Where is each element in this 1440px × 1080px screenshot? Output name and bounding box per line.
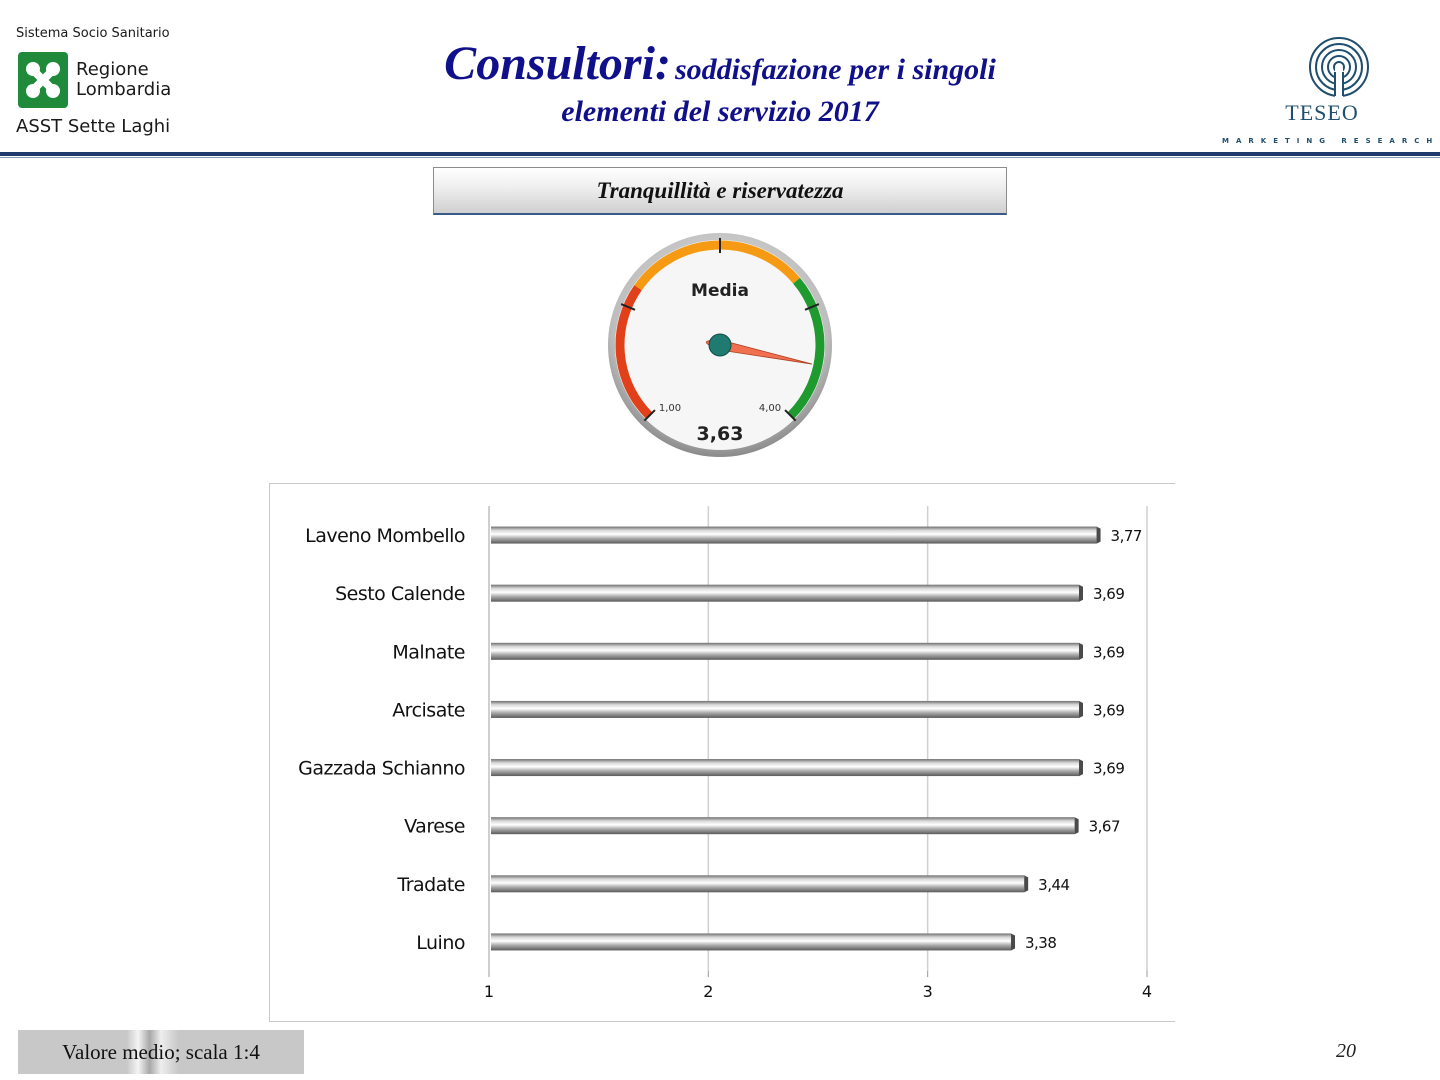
teseo-tagline: MARKETING RESEARCH	[1222, 137, 1440, 145]
bars-layer	[491, 527, 1101, 951]
logo-top-line: Sistema Socio Sanitario	[16, 26, 170, 41]
gauge-value-label: 3,63	[696, 423, 744, 445]
value-label: 3,77	[1110, 527, 1142, 546]
bar-cap	[1075, 817, 1079, 834]
teseo-logo	[1222, 34, 1440, 149]
value-label: 3,67	[1088, 817, 1121, 836]
bar-cap	[1079, 701, 1083, 718]
bar-cap	[1024, 875, 1028, 892]
bar	[491, 643, 1079, 660]
value-label: 3,69	[1093, 643, 1125, 662]
gauge-hub	[709, 334, 731, 356]
title-sub: soddisfazione per i singoli	[674, 53, 996, 86]
gauge-min-label: 1,00	[658, 403, 682, 414]
page-title	[330, 36, 1110, 129]
gauge-max-label: 4,00	[758, 403, 782, 414]
value-label: 3,38	[1025, 933, 1057, 952]
category-label: Malnate	[392, 641, 465, 664]
bar-cap	[1079, 759, 1083, 776]
header-divider	[0, 152, 1440, 156]
bar	[491, 585, 1079, 602]
gauge-widget	[606, 231, 834, 459]
category-label: Tradate	[397, 873, 465, 896]
category-label: Laveno Mombello	[305, 525, 465, 548]
gauge-svg	[606, 231, 834, 459]
title-main: Consultori:	[444, 37, 671, 90]
footer-note-box	[18, 1030, 304, 1074]
lombardia-rose-icon	[18, 52, 68, 108]
category-label: Luino	[416, 931, 465, 954]
bar	[491, 527, 1097, 544]
value-label: 3,69	[1093, 701, 1125, 720]
footer-note: Valore medio; scala 1:4	[62, 1039, 260, 1064]
title-line2: elementi del servizio 2017	[561, 95, 879, 128]
bar	[491, 759, 1079, 776]
bar	[491, 933, 1011, 950]
bar	[491, 701, 1079, 718]
value-label: 3,69	[1093, 585, 1125, 604]
x-tick-label: 1	[483, 982, 495, 1001]
gauge-title: Media	[691, 281, 749, 301]
grid-layer	[484, 506, 1152, 1001]
x-tick-label: 3	[922, 982, 933, 1001]
bar-cap	[1011, 933, 1015, 950]
category-label: Varese	[404, 815, 465, 838]
labyrinth-icon	[1222, 34, 1422, 100]
bar-cap	[1079, 643, 1083, 660]
category-label: Sesto Calende	[335, 583, 465, 606]
teseo-name: TESEO	[1285, 100, 1359, 125]
logo-region-line2: Lombardia	[76, 79, 172, 100]
header-divider-thin	[0, 157, 1440, 158]
value-label: 3,69	[1093, 759, 1125, 778]
bar-chart	[270, 484, 1176, 1023]
logo-asst: ASST Sette Laghi	[16, 116, 171, 137]
bar	[491, 817, 1075, 834]
bar	[491, 875, 1024, 892]
value-label: 3,44	[1038, 875, 1070, 894]
regione-lombardia-logo	[16, 26, 196, 146]
chart-frame	[269, 483, 1175, 1022]
x-tick-label: 4	[1141, 982, 1153, 1001]
category-label: Arcisate	[392, 699, 465, 722]
logo-region	[76, 60, 171, 100]
section-label: Tranquillità e riservatezza	[596, 177, 844, 203]
x-tick-label: 2	[703, 982, 714, 1001]
page-number: 20	[1336, 1040, 1356, 1062]
bar-cap	[1079, 585, 1083, 602]
category-label: Gazzada Schianno	[298, 757, 465, 780]
section-label-box	[433, 167, 1007, 215]
bar-cap	[1097, 527, 1101, 544]
logo-region-line1: Regione	[76, 59, 149, 80]
